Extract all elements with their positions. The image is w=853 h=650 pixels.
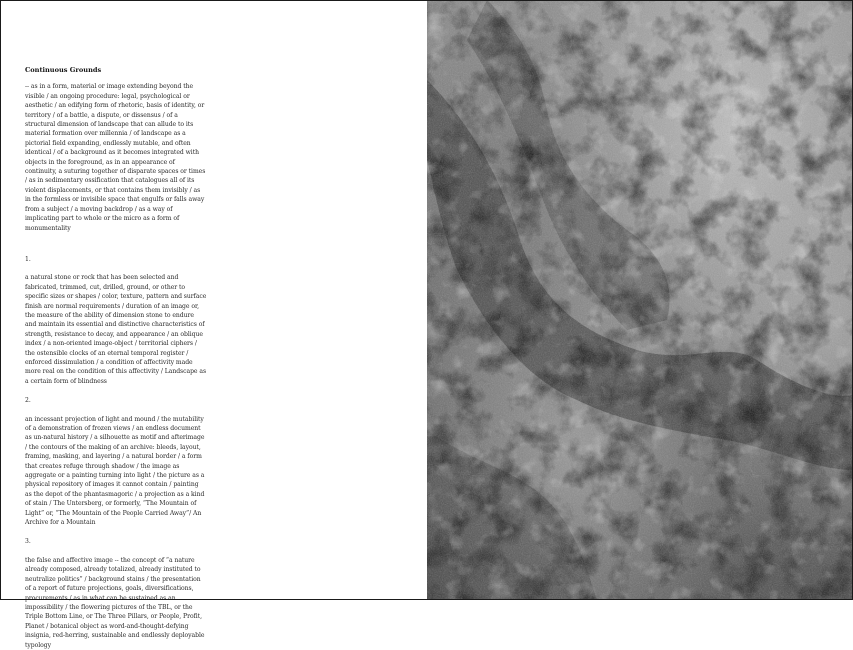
section-number: 2. bbox=[25, 397, 31, 405]
intro-paragraph: -- as in a form, material or image extending beyond the visible / an ongoing procedure: legal, psychological or aesthetic / an edifying form of rhetoric, basis of identity, or territory / of a battle, a dispute, or dissensus / of a structural dimension of landscape that can allude to its material formation over millennia / of landscape as a pictorial field expanding, endlessly mutable, and often identical / of a background as it becomes integrated with objects in the foreground, as in an appearance of continuity, a suturing together of disparate spaces or times / as in sedimentary ossification that catalogues all of its violent displacements, or that contains them invisibly / as in the formless or invisible space that engulfs or falls away from a subject / a moving backdrop / as a way of implicating part to whole or the micro as a form of monumentality bbox=[25, 83, 206, 232]
section-text: an incessant projection of light and mound / the mutability of a demonstration of frozen views / an endless document as un-natural history / a silhouette as motif and afterimage / the contours of the making of an archive: bleeds, layout, framing, masking, and layering / a natural border / a form that creates refuge through shadow / the image as aggregate or a painting turning into light / the picture as a physical repository of images it cannot contain / painting as the depot of the phantasmagoric / a projection as a kind of stain / The Untersberg, or formerly, “The Mountain of Light” or, “The Mountain of the People Carried Away”/ An Archive for a Mountain bbox=[25, 415, 205, 527]
spacer bbox=[25, 233, 207, 245]
stone-texture-image bbox=[427, 0, 853, 600]
page-heading: Continuous Grounds bbox=[25, 66, 102, 74]
section-number: 1. bbox=[25, 255, 31, 263]
stone-photograph bbox=[427, 0, 853, 600]
left-page bbox=[0, 0, 427, 649]
section-text: the false and affective image -- the concept of “a nature already composed, already totalized, already instituted to neutralize politics” / background stains / the presentation of a report of future projections, goals, diversifications, procurements / as in what can be sustained as an impossibility / the flowering pictures of the TBL, or the Triple Bottom Line, or The Three Pillars, or People, Profit, Planet / botanical object as word-and-thought-defying insignia, red-herring, sustainable and endlessly deployable typology bbox=[25, 556, 205, 649]
text-column bbox=[25, 66, 207, 650]
section-text: a natural stone or rock that has been selected and fabricated, trimmed, cut, drilled, ground, or other to specific sizes or shapes / color, texture, pattern and surface finish are normal requirements / duration of an image or, the measure of the ability of dimension stone to endure and maintain its essential and distinctive characteristics of strength, resistance to decay, and appearance / an oblique index / a non-oriented image-object / territorial ciphers / the ostensible clocks of an eternal temporal register / enforced dissimulation / a condition of affectivity made more real on the condition of this affectivity / Landscape as a certain form of blindness bbox=[25, 274, 207, 385]
section-number: 3. bbox=[25, 538, 31, 546]
